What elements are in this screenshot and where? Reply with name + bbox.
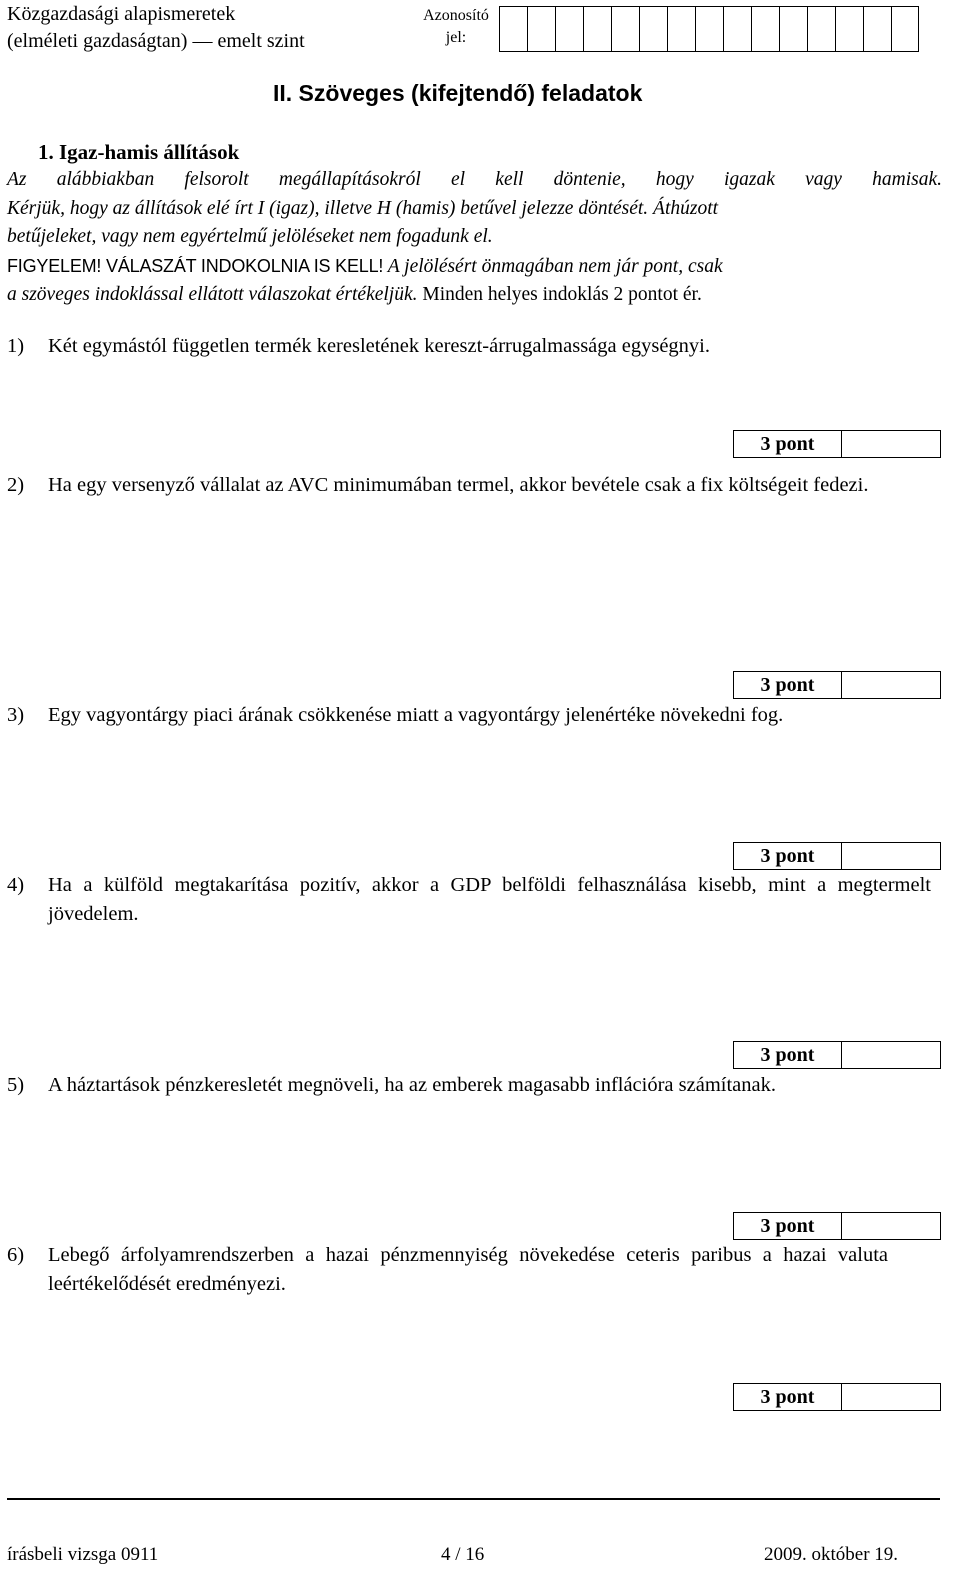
id-code-box[interactable] [835, 7, 863, 51]
points-score-field[interactable] [842, 1213, 940, 1239]
question-number: 3) [7, 704, 25, 726]
id-code-box[interactable] [723, 7, 751, 51]
question-number: 1) [7, 335, 25, 357]
id-code-box[interactable] [751, 7, 779, 51]
question-6 [7, 1241, 937, 1299]
question-text: Két egymástól független termék keresletének kereszt-árrugalmassága egységnyi. [48, 335, 710, 357]
id-code-box[interactable] [527, 7, 555, 51]
id-code-box[interactable] [807, 7, 835, 51]
points-box-6 [733, 1383, 941, 1411]
instruction-line-5 [7, 281, 942, 310]
exam-date: 2009. október 19. [764, 1544, 899, 1565]
points-box-5 [733, 1212, 941, 1240]
instruction-line-3: betűjeleket, vagy nem egyértelmű jelöléseket nem fogadunk el. [7, 226, 493, 247]
id-code-box[interactable] [555, 7, 583, 51]
instruction-line-5b: Minden helyes indoklás 2 pontot ér. [417, 284, 702, 305]
id-code-box[interactable] [611, 7, 639, 51]
question-3 [7, 701, 937, 730]
question-text: Ha a külföld megtakarítása pozitív, akkor a GDP belföldi felhasználása kisebb, mint a megtermelt jövedelem. [48, 874, 931, 925]
id-label-line-1: Azonosító [423, 7, 489, 24]
id-code-box[interactable] [779, 7, 807, 51]
points-label: 3 pont [734, 1384, 842, 1410]
question-text: Ha egy versenyző vállalat az AVC minimumában termel, akkor bevétele csak a fix költségeit fedezi. [48, 474, 869, 496]
points-label: 3 pont [734, 1042, 842, 1068]
subject-line-1: Közgazdasági alapismeretek [7, 3, 236, 25]
points-box-4 [733, 1041, 941, 1069]
id-label-line-2: jel: [445, 29, 467, 46]
points-box-1 [733, 430, 941, 458]
instruction-line-4 [7, 252, 942, 282]
section-title: II. Szöveges (kifejtendő) feladatok [273, 80, 643, 106]
question-1 [7, 332, 937, 361]
question-4 [7, 871, 937, 929]
question-text: A háztartások pénzkeresletét megnöveli, ha az emberek magasabb inflációra számítanak. [48, 1074, 776, 1096]
points-score-field[interactable] [842, 672, 940, 698]
question-number: 4) [7, 874, 25, 896]
footer-divider [7, 1498, 940, 1500]
question-2 [7, 471, 937, 500]
question-number: 6) [7, 1244, 25, 1266]
instruction-line-2: Kérjük, hogy az állítások elé írt I (igaz), illetve H (hamis) betűvel jelezze döntését. Áthúzott [7, 197, 719, 219]
points-score-field[interactable] [842, 1042, 940, 1068]
points-label: 3 pont [734, 1213, 842, 1239]
subject-header [7, 1, 305, 55]
points-score-field[interactable] [842, 843, 940, 869]
footer-exam-code: írásbeli vizsga 0911 [7, 1544, 159, 1565]
id-code-box[interactable] [891, 7, 919, 51]
points-score-field[interactable] [842, 431, 940, 457]
question-text: Egy vagyontárgy piaci árának csökkenése miatt a vagyontárgy jelenértéke növekedni fog. [48, 704, 784, 726]
points-label: 3 pont [734, 843, 842, 869]
points-label: 3 pont [734, 431, 842, 457]
id-code-boxes[interactable] [499, 6, 919, 52]
id-code-box[interactable] [667, 7, 695, 51]
id-code-box[interactable] [695, 7, 723, 51]
page-number: 4 / 16 [441, 1544, 485, 1565]
id-code-box[interactable] [863, 7, 891, 51]
warning-text: FIGYELEM! VÁLASZÁT INDOKOLNIA IS KELL! [7, 255, 384, 276]
points-score-field[interactable] [842, 1384, 940, 1410]
id-code-box[interactable] [583, 7, 611, 51]
instruction-line-5a: a szöveges indoklással ellátott válaszokat értékeljük. [7, 284, 418, 305]
id-label [418, 5, 494, 49]
task-title: 1. Igaz-hamis állítások [38, 140, 240, 164]
id-code-box[interactable] [499, 7, 527, 51]
subject-line-2: (elméleti gazdaságtan) — emelt szint [7, 30, 305, 52]
points-label: 3 pont [734, 672, 842, 698]
id-code-box[interactable] [639, 7, 667, 51]
points-box-2 [733, 671, 941, 699]
instruction-line-4-rest: A jelölésért önmagában nem jár pont, csak [383, 255, 723, 277]
question-text: Lebegő árfolyamrendszerben a hazai pénzmennyiség növekedése ceteris paribus a hazai valuta leértékelődését eredményezi. [48, 1244, 888, 1295]
question-number: 5) [7, 1074, 25, 1096]
question-5 [7, 1071, 937, 1100]
points-box-3 [733, 842, 941, 870]
task-instructions [7, 166, 942, 310]
instruction-line-1: Az alábbiakban felsorolt megállapításokról el kell döntenie, hogy igazak vagy hamisak. [7, 169, 942, 190]
question-number: 2) [7, 474, 25, 496]
